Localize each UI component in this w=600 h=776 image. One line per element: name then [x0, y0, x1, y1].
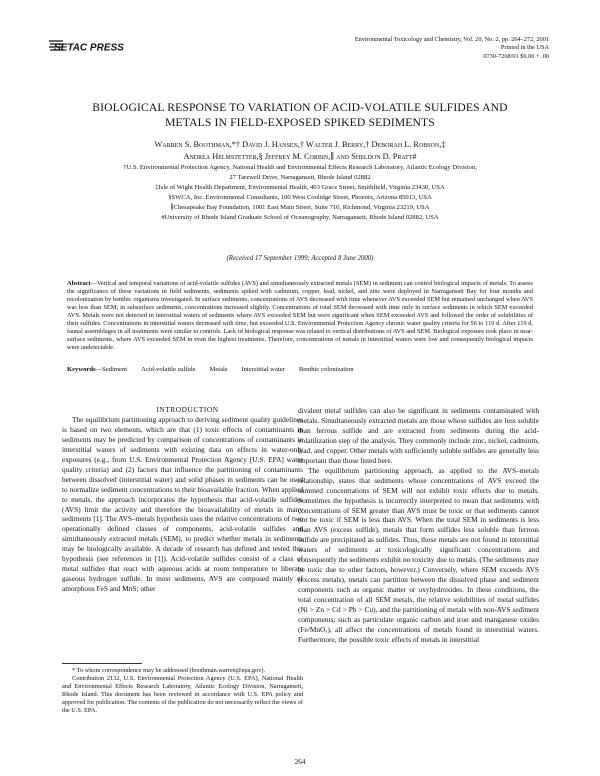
- body-paragraph: The equilibrium partitioning approach, as applied to the AVS–metals relationship, states that sediments whose concentrations of AVS exceed the summed concentrations of SEM will not exhibit toxic effects due to metals. Sometimes the hypothesis is incorrectly interpreted to mean that sediments with concentrations of SEM greater than AVS must be toxic or that sediments cannot not be toxic if SEM is less than AVS. When the total SEM in sediments is less than AVS (excess sulfide), metals that form sulfides less soluble than ferrous sulfide are precipitated as sulfides. Thus, those metals are not found in interstitial waters of sediments at toxicologically significant concentrations and consequently the sediments exhibit no toxicity due to metals. (The sediments may be toxic due to other factors, however.) Conversely, where SEM exceeds AVS (excess metals), metals can partition between the dissolved phase and sediment components such as organic matter or oxyhydroxides. In these conditions, the total concentration of all SEM metals, the relative solubilities of metal sulfides (Ni > Zn > Cd > Pb > Cu), and the partitioning of metals with non-AVS sediment components, such as particulate organic carbon and iron and manganese oxides (Fe/MnOₓ), all affect the concentrations of metals found in interstitial waters. Furthermore, the possible toxic effects of metals in interstitial: [298, 465, 539, 644]
- section-heading-introduction: INTRODUCTION: [156, 405, 219, 414]
- keyword: Metals: [209, 366, 228, 373]
- keyword: Acid-volatile sulfide: [141, 366, 196, 373]
- page-number: 264: [294, 758, 306, 766]
- article-title: BIOLOGICAL RESPONSE TO VARIATION OF ACID-VOLATILE SULFIDES AND METALS IN FIELD-EXPOSED SPIKED SEDIMENTS: [92, 101, 508, 129]
- footnotes: [62, 667, 303, 716]
- affiliation: †U.S. Environmental Protection Agency, National Health and Environmental Effects Research Laboratory, Atlantic Ecology Division,: [123, 164, 477, 171]
- footnote-contribution: Contribution 2132, U.S. Environmental Protection Agency (U.S. EPA), National Health and Environmental Effects Research Laboratory, Atlantic Ecology Division, Narragansett, Rhode Island. This document has been reviewed in accordance with U.S. EPA policy and approved for publication. The contents of the publication do not necessarily reflect the views of the U.S. EPA.: [62, 675, 303, 715]
- affiliations: [40, 163, 560, 224]
- affiliation: ‡Isle of Wight Health Department, Environmental Health, 403 Grace Street, Smithfield, Virginia 23430, USA: [155, 184, 445, 192]
- body-paragraph: divalent metal sulfides can also be significant in sediments contaminated with metals. Simultaneously extracted metals are those whose sulfides are less soluble than ferrous sulfide and are extracted from sediments during the acid-volatilization step of the analysis. They commonly include zinc, nickel, cadmium, lead, and copper. Other metals with sufficiently soluble sulfides are generally less important than those listed here.: [298, 406, 539, 465]
- left-column: [62, 405, 303, 594]
- body-paragraph: The equilibrium partitioning approach to deriving sediment quality guidelines is based on two elements, which are that (1) toxic effects of contaminants in sediments may be predicted by comparison of concentrations of contaminants in interstitial waters of sediments with existing data on effects in water-only exposures (e.g., from U.S. Environmental Protection Agency [U.S. EPA] water quality criteria) and (2) factors that influence the partitioning of contaminants between dissolved (interstitial water) and solid phases in sediments can be used to normalize sediment concentrations to their bioavailable fraction. When applied to metals, the approach incorporates the hypothesis that acid-volatile sulfides (AVS) limit the activity and therefore the bioavailability of metals in many sediments [1]. The AVS–metals hypothesis uses the relative concentrations of two operationally defined classes of components, acid-volatile sulfides and simultaneously extracted metals (SEM), to predict whether metals in sediments may be biologically available. A decade of research has defined and tested this hypothesis (see references in [1]). Acid-volatile sulfides consist of a class of metal sulfides that react with aqueous acids at room temperature to liberate gaseous hydrogen sulfide. In most sediments, AVS are composed mainly of amorphous FeS and MnS; other: [62, 414, 303, 594]
- journal-code: 0730-7268/01 $9.00 + .00: [483, 52, 549, 60]
- keyword: —Sediment: [95, 366, 128, 373]
- affiliation: 27 Tarzwell Drive, Narragansett, Rhode Island 02882: [229, 174, 371, 182]
- setac-press-logo: [48, 38, 124, 54]
- received-dates: (Received 17 September 1999; Accepted 8 June 2000): [226, 255, 374, 262]
- affiliation: #University of Rhode Island Graduate School of Oceanography, Narragansett, Rhode Island 02882, USA: [161, 214, 439, 222]
- right-column: [298, 406, 539, 645]
- affiliation: §SWCA, Inc. Environmental Consultants, 100 West Coolidge Street, Phoenix, Arizona 85013, USA: [168, 194, 432, 202]
- svg-text:SETAC PRESS: SETAC PRESS: [54, 42, 124, 54]
- abstract-text: —Vertical and temporal variations of acid-volatile sulfides (AVS) and simultaneously extracted metals (SEM) in sediment can control biological impacts of metals. To assess the significance of these variations in field sediments, sediments spiked with cadmium, copper, lead, nickel, and zinc were deployed in Narragansett Bay for four months and recolonization by benthic organisms investigated. In surface sediments, concentrations of AVS decreased with time whenever AVS exceeded SEM but remained unchanged when AVS was less than SEM; in subsurface sediments, concentrations increased slightly. Concentrations of total SEM decreased with time only in surface sediments in which SEM exceeded AVS. Metals were not detected in interstitial waters of sediments where AVS exceeded SEM but were significant when SEM exceeded AVS and followed the order of solubilities of their sulfides. Concentrations in interstitial waters decreased with time, but exceeded U.S. Environmental Protection Agency chronic water quality criteria for 56 to 119 d. After 119 d, faunal assemblages in all treatments were similar to controls. Lack of biological response was related to vertical distributions of AVS and SEM. Biological exposure took place in near-surface sediments, where AVS exceeded SEM in even the highest treatments. Therefore, concentrations of metals in interstitial waters were low and consequently biological impacts were undetectable.: [67, 280, 533, 351]
- footnote-correspondence: * To whom correspondence may be addressed (boothman.warren@epa.gov).: [72, 667, 266, 674]
- keywords-label: Keywords: [67, 366, 96, 373]
- journal-info: [355, 36, 549, 61]
- keywords: [67, 366, 368, 373]
- journal-printed: Printed in the USA: [500, 44, 549, 52]
- abstract: [67, 280, 533, 352]
- affiliation: ∥Chesapeake Bay Foundation, 1001 East Main Street, Suite 710, Richmond, Virginia 23219, USA: [170, 204, 430, 212]
- author-list: Warren S. Boothman,*† David J. Hansen,† Walter J. Berry,† Deborah L. Robson,‡ Andrea Helmstetter,§ Jeffrey M. Corbin,∥ and Sheldon D. Pratt#: [154, 140, 446, 161]
- abstract-label: Abstract: [67, 280, 91, 287]
- journal-citation: Environmental Toxicology and Chemistry, Vol. 20, No. 2, pp. 264–272, 2001: [354, 36, 549, 43]
- footnote-rule: [62, 663, 142, 664]
- keyword: Benthic colonization: [298, 366, 354, 373]
- keyword: Interstitial water: [241, 366, 285, 373]
